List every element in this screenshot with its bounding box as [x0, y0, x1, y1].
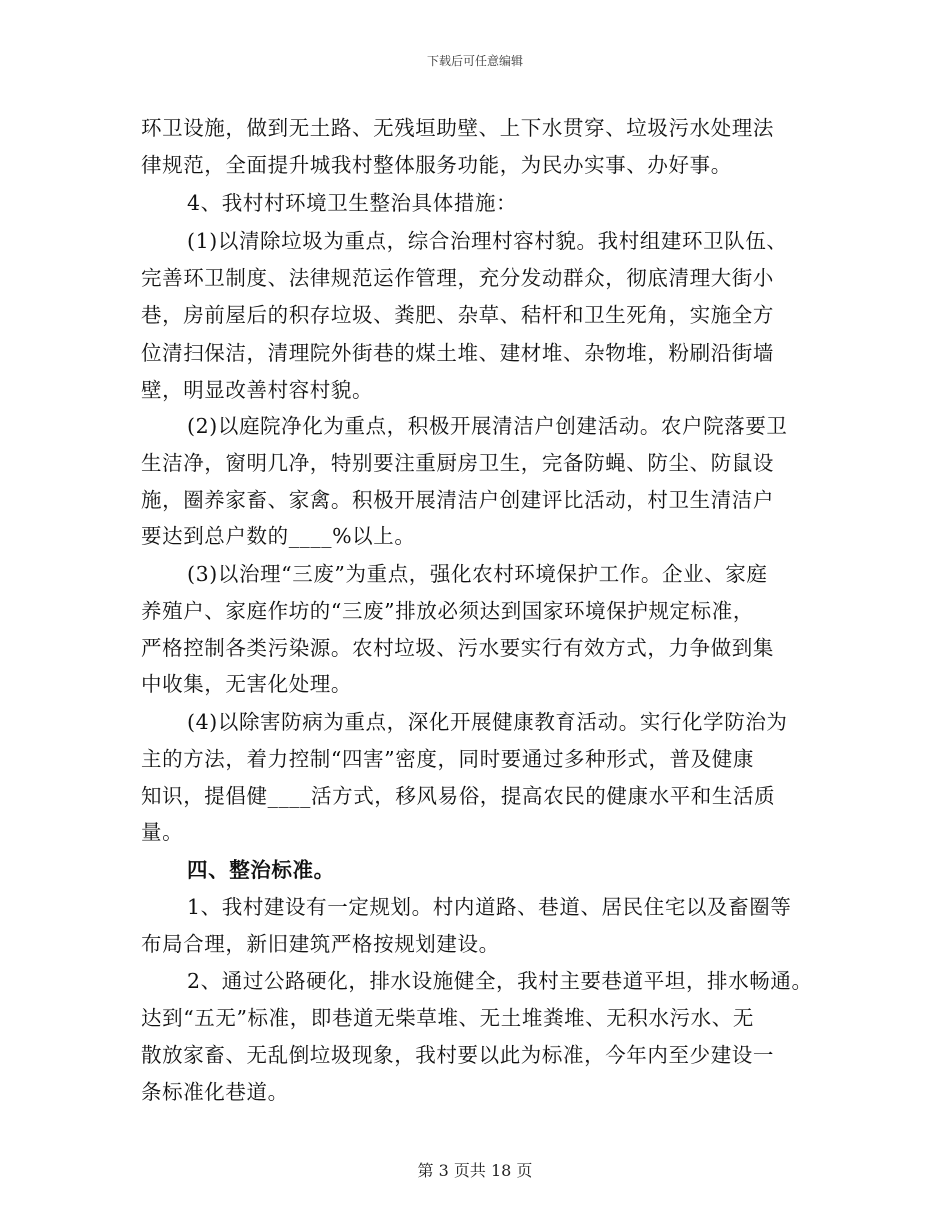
text-line: 严格控制各类污染源。农村垃圾、污水要实行有效方式，力争做到集 [141, 636, 774, 660]
text-line: 养殖户、家庭作坊的“三废”排放必须达到国家环境保护规定标准， [141, 599, 754, 623]
text-line: 巷，房前屋后的积存垃圾、粪肥、杂草、秸杆和卫生死角，实施全方 [141, 303, 774, 327]
text-line: 律规范，全面提升城我村整体服务功能，为民办实事、办好事。 [141, 153, 732, 177]
text-line: 2、通过公路硬化，排水设施健全，我村主要巷道平坦，排水畅通。 [187, 969, 813, 993]
text-line: 壁，明显改善村容村貌。 [141, 378, 374, 402]
page-footer: 第 3 页共 18 页 [417, 1161, 533, 1180]
text-line: (4)以除害防病为重点，深化开展健康教育活动。实行化学防治为 [187, 710, 788, 734]
text-line: 1、我村建设有一定规划。村内道路、巷道、居民住宅以及畜圈等 [187, 895, 792, 919]
text-line: 环卫设施，做到无土路、无残垣助壁、上下水贯穿、垃圾污水处理法 [141, 116, 774, 140]
text-line: 中收集，无害化处理。 [141, 672, 352, 696]
text-line: (3)以治理“三废”为重点，强化农村环境保护工作。企业、家庭 [187, 562, 768, 586]
text-line: 知识，提倡健____活方式，移风易俗，提高农民的健康水平和生活质 [141, 784, 776, 808]
text-line: 散放家畜、无乱倒垃圾现象，我村要以此为标准，今年内至少建设一 [141, 1043, 774, 1067]
text-line: 完善环卫制度、法律规范运作管理，充分发动群众，彻底清理大街小 [141, 266, 774, 290]
text-line: (2)以庭院净化为重点，积极开展清洁户创建活动。农户院落要卫 [187, 414, 788, 438]
text-line: 布局合理，新旧建筑严格按规划建设。 [141, 932, 500, 956]
text-line: 位清扫保洁，清理院外街巷的煤土堆、建材堆、杂物堆，粉刷沿街墙 [141, 341, 774, 365]
text-line: 达到“五无”标准，即巷道无柴草堆、无土堆粪堆、无积水污水、无 [141, 1006, 754, 1030]
section-heading: 四、整治标准。 [187, 858, 335, 882]
text-line: (1)以清除垃圾为重点，综合治理村容村貌。我村组建环卫队伍、 [187, 229, 788, 253]
page-header: 下载后可任意编辑 [426, 54, 523, 68]
text-line: 量。 [141, 820, 184, 844]
text-line: 4、我村村环境卫生整治具体措施： [187, 191, 518, 215]
text-line: 生洁净，窗明几净，特别要注重厨房卫生，完备防蝇、防尘、防鼠设 [141, 451, 774, 475]
text-line: 施，圈养家畜、家禽。积极开展清洁户创建评比活动，村卫生清洁户 [141, 488, 774, 512]
text-line: 条标准化巷道。 [141, 1080, 289, 1104]
text-line: 要达到总户数的____%以上。 [141, 524, 416, 548]
text-line: 主的方法，着力控制“四害”密度，同时要通过多种形式，普及健康 [141, 747, 754, 771]
